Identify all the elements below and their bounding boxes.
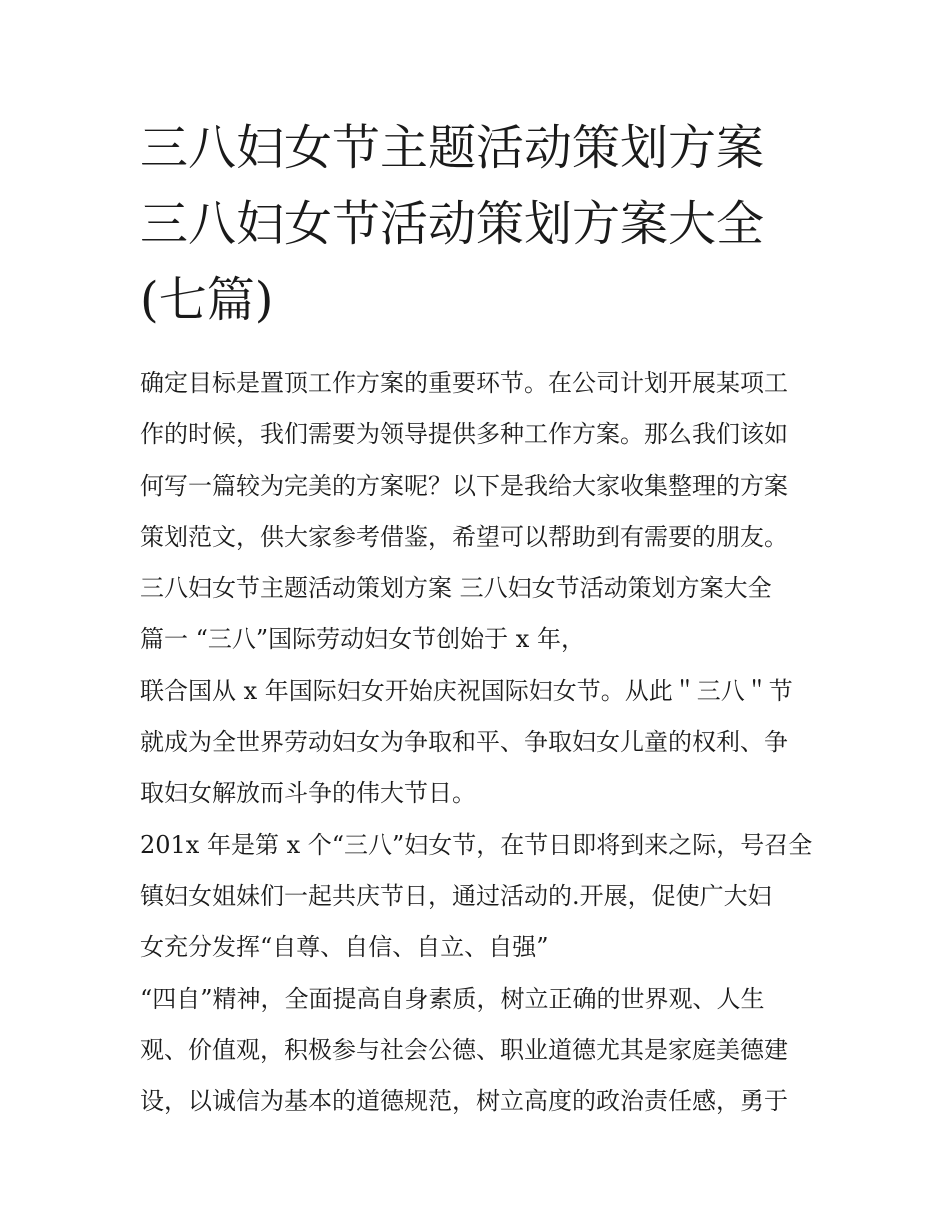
- title-line-3: (七篇): [140, 272, 274, 328]
- body-line: 三八妇女节主题活动策划方案 三八妇女节活动策划方案大全: [140, 574, 772, 603]
- body-line: 联合国从 x 年国际妇女开始庆祝国际妇女节。从此＂三八＂节: [140, 676, 793, 705]
- body-line: 取妇女解放而斗争的伟大节日。: [140, 779, 476, 808]
- body-line: 设，以诚信为基本的道德规范，树立高度的政治责任感，勇于: [140, 1087, 788, 1116]
- body-line: 女充分发挥“自尊、自信、自立、自强”: [140, 933, 549, 962]
- body-line: 何写一篇较为完美的方案呢？以下是我给大家收集整理的方案: [140, 471, 788, 500]
- body-line: 观、价值观，积极参与社会公德、职业道德尤其是家庭美德建: [140, 1035, 788, 1064]
- document-body: [140, 358, 820, 1127]
- body-line: 镇妇女姐妹们一起共庆节日，通过活动的.开展，促使广大妇: [140, 881, 772, 910]
- body-line: 确定目标是置顶工作方案的重要环节。在公司计划开展某项工: [140, 369, 788, 397]
- body-line: 篇一 “三八”国际劳动妇女节创始于 x 年，: [140, 625, 585, 654]
- body-line: “四自”精神，全面提高自身素质，树立正确的世界观、人生: [140, 984, 765, 1013]
- title-line-1: 三八妇女节主题活动策划方案: [140, 120, 765, 176]
- body-line: 策划范文，供大家参考借鉴，希望可以帮助到有需要的朋友。: [140, 522, 788, 551]
- title-line-2: 三八妇女节活动策划方案大全: [140, 196, 765, 252]
- body-line: 作的时候，我们需要为领导提供多种工作方案。那么我们该如: [140, 420, 788, 449]
- document-page: [140, 110, 820, 1127]
- document-title: [140, 110, 820, 338]
- body-line: 201x 年是第 x 个“三八”妇女节，在节日即将到来之际，号召全: [140, 830, 813, 859]
- body-line: 就成为全世界劳动妇女为争取和平、争取妇女儿童的权利、争: [140, 728, 788, 757]
